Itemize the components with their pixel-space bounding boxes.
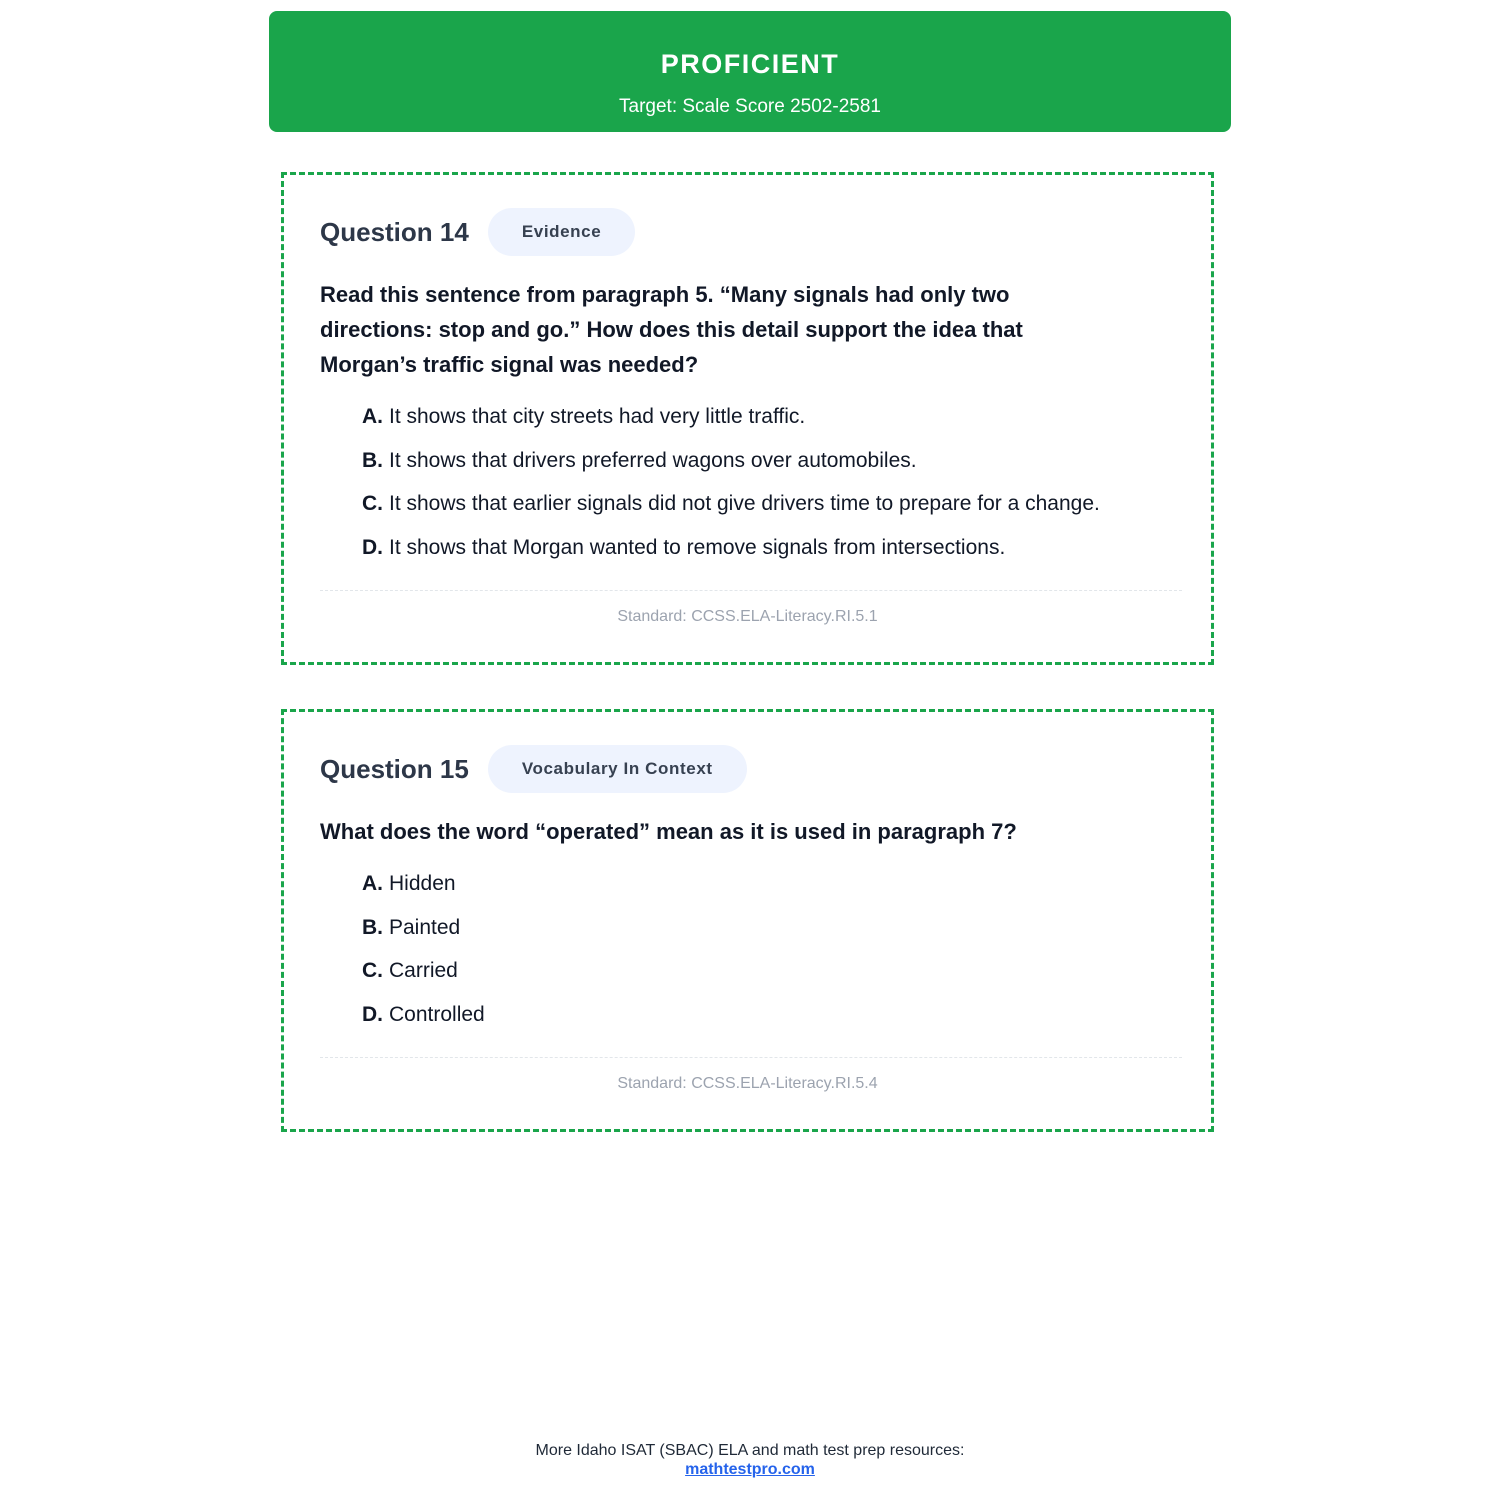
answer-choices [362, 871, 485, 1046]
choice-letter: A. [362, 872, 383, 895]
choice-text: It shows that drivers preferred wagons over automobiles. [389, 448, 917, 472]
divider [320, 590, 1182, 591]
choice-letter: C. [362, 492, 383, 516]
choice-text: Hidden [389, 872, 456, 895]
question-card-15 [281, 709, 1214, 1132]
standard-label: Standard: CCSS.ELA-Literacy.RI.5.4 [617, 1075, 878, 1092]
question-card-14 [281, 172, 1214, 665]
choice-text: Controlled [389, 1003, 485, 1027]
choice-text: It shows that Morgan wanted to remove signals from intersections. [389, 536, 1006, 560]
question-header [320, 745, 747, 793]
choice-letter: D. [362, 536, 383, 560]
question-header [320, 208, 635, 256]
answer-choices [362, 404, 1100, 579]
footer-link[interactable]: mathtestpro.com [685, 1461, 815, 1478]
footer-text: More Idaho ISAT (SBAC) ELA and math test prep resources: [535, 1442, 965, 1459]
target-score: Target: Scale Score 2502-2581 [619, 96, 881, 117]
skill-badge: Evidence [488, 208, 635, 256]
level-banner [269, 11, 1231, 132]
answer-choice-b[interactable] [362, 915, 485, 941]
level-title: PROFICIENT [660, 49, 840, 79]
skill-badge: Vocabulary In Context [488, 745, 747, 793]
answer-choice-b[interactable] [362, 448, 1100, 474]
choice-letter: D. [362, 1003, 383, 1027]
answer-choice-a[interactable] [362, 871, 485, 897]
footer [0, 1441, 1500, 1479]
question-number: Question 15 [320, 754, 469, 784]
choice-letter: B. [362, 448, 383, 472]
choice-text: Carried [389, 959, 458, 983]
choice-text: It shows that earlier signals did not give drivers time to prepare for a change. [389, 492, 1100, 516]
answer-choice-a[interactable] [362, 404, 1100, 430]
choice-letter: B. [362, 915, 383, 939]
question-text: What does the word “operated” mean as it is used in paragraph 7? [320, 819, 1017, 844]
standard-label: Standard: CCSS.ELA-Literacy.RI.5.1 [617, 608, 878, 625]
choice-text: Painted [389, 915, 461, 939]
question-text: Read this sentence from paragraph 5. “Many signals had only two directions: stop and go.” How does this detail support the idea that Morgan’s traffic signal was needed? [320, 282, 1023, 377]
question-number: Question 14 [320, 217, 469, 247]
answer-choice-d[interactable] [362, 1002, 485, 1028]
answer-choice-c[interactable] [362, 491, 1100, 517]
divider [320, 1057, 1182, 1058]
answer-choice-c[interactable] [362, 958, 485, 984]
choice-text: It shows that city streets had very little traffic. [389, 405, 806, 428]
choice-letter: C. [362, 959, 383, 983]
answer-choice-d[interactable] [362, 535, 1100, 561]
choice-letter: A. [362, 405, 383, 428]
